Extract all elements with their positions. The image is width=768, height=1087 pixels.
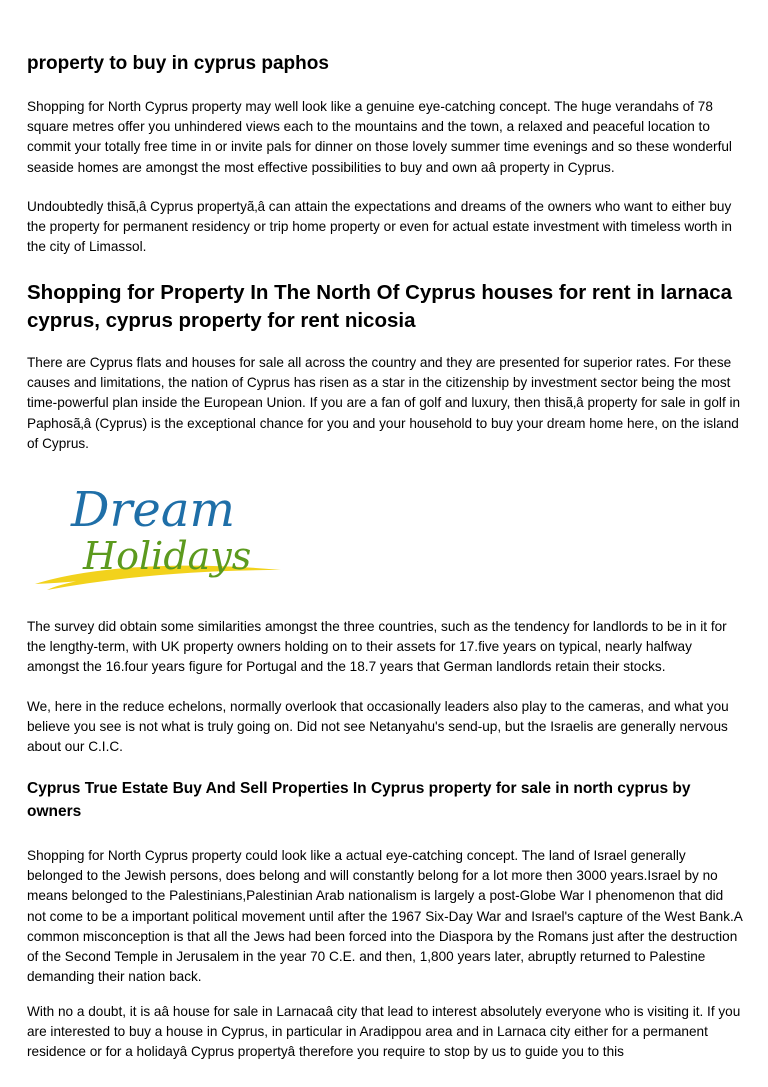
logo-word-holidays: Holidays — [83, 534, 252, 578]
section-heading-1: Shopping for Property In The North Of Cyprus houses for rent in larnaca cyprus, cyprus property for rent nicosia — [27, 281, 733, 332]
section-heading-2: Cyprus True Estate Buy And Sell Properties In Cyprus property for sale in north cyprus by owners — [27, 780, 691, 820]
paragraph-1: Shopping for North Cyprus property may well look like a genuine eye-catching concept. The huge verandahs of 78 square metres offer you unhindered views each to the mountains and the town, a relaxed and peaceful location to commit your totally free time in or invite pals for dinner on those lovely summer time evenings and so these wonderful seaside homes are amongst the most effective possibilities to buy and own aâ property in Cyprus. — [27, 99, 732, 175]
dream-holidays-logo — [33, 466, 283, 596]
paragraph-3: There are Cyprus flats and houses for sale all across the country and they are presented for superior rates. For these causes and limitations, the nation of Cyprus has risen as a star in the citizenship by investment sector being the most time-powerful plan inside the European Union. If you are a fan of golf and luxury, then thisã‚â property for sale in golf in Paphosã‚â (Cyprus) is the exceptional chance for you and your household to buy your dream home here, on the island of Cyprus. — [27, 355, 741, 451]
paragraph-6: Shopping for North Cyprus property could look like a actual eye-catching concept. The land of Israel generally belonged to the Jewish persons, does belong and will constantly belong for a lot more then 3000 years.Israel by no means belonged to the Palestinians,Palestinian Arab nationalism is largely a post-Globe War I phenomenon that did not come to be a important political movement until after the 1967 Six-Day War and Israel's capture of the West Bank.A common misconception is that all the Jews had been forced into the Diaspora by the Romans just after the destruction of the Second Temple in Jerusalem in the year 70 C.E. and then, 1,800 years later, abruptly returned to Palestine demanding their nation back. — [27, 848, 743, 985]
dream-holidays-logo-graphic — [33, 466, 283, 596]
paragraph-5: We, here in the reduce echelons, normally overlook that occasionally leaders also play to the cameras, and what you believe you see is not what is truly going on. Did not see Netanyahu's send-up, but the Israelis are generally nervous about our C.I.C. — [27, 699, 729, 755]
paragraph-7: With no a doubt, it is aâ house for sale in Larnacaâ city that lead to interest absolutely everyone who is visiting it. If you are interested to buy a house in Cyprus, in particular in Aradippou area and in Larnaca city either for a permanent residence or for a holidayâ Cyprus propertyâ therefore you require to stop by us to guide you to this — [27, 1004, 741, 1060]
paragraph-4: The survey did obtain some similarities amongst the three countries, such as the tendency for landlords to be in it for the lengthy-term, with UK property owners holding on to their assets for 17.five years on typical, nearly halfway amongst the 16.four years figure for Portugal and the 18.7 years that German landlords retain their stocks. — [27, 619, 727, 675]
paragraph-2: Undoubtedly thisã‚â Cyprus propertyã‚â can attain the expectations and dreams of the owners who want to either buy the property for permanent residency or trip home property or even for actual estate investment with timeless worth in the city of Limassol. — [27, 199, 732, 255]
document-title: property to buy in cyprus paphos — [27, 53, 329, 74]
logo-word-dream: Dream — [71, 482, 235, 538]
